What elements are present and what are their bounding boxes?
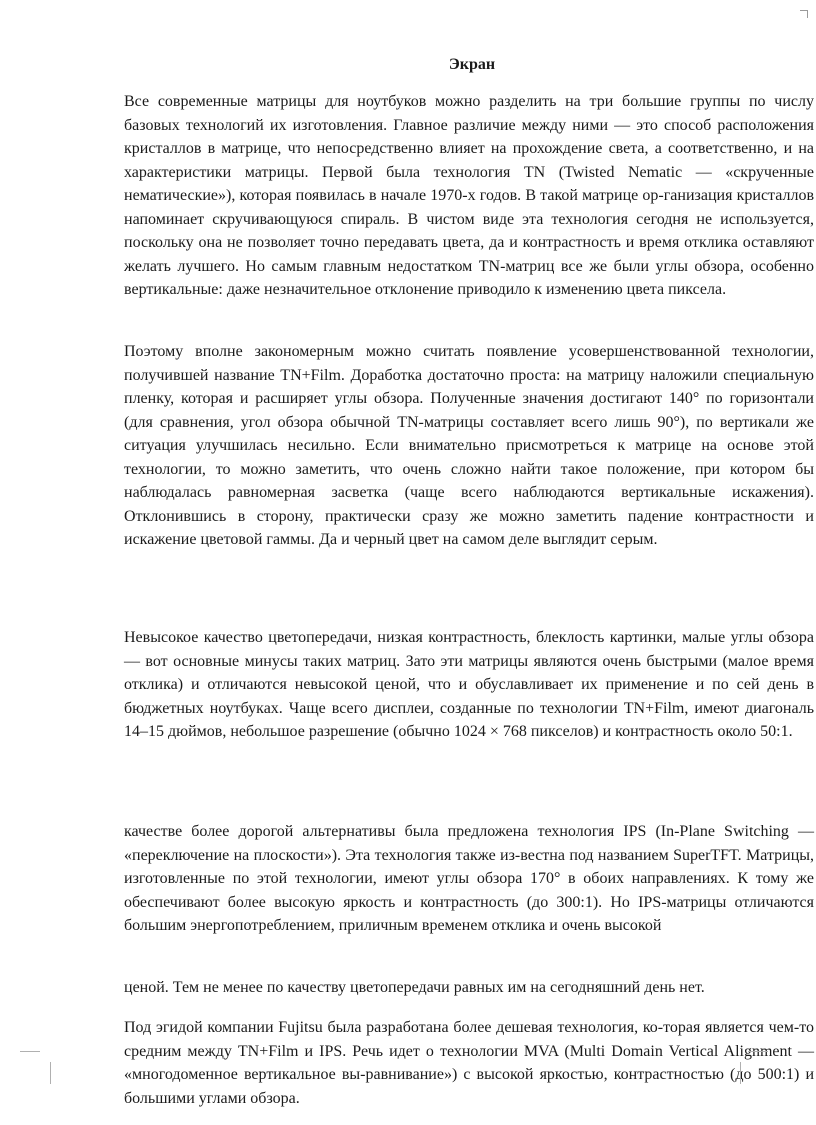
- paragraph-mva-technology: Под эгидой компании Fujitsu была разработана более дешевая технология, ко-торая является чем-то средним между TN+Film и IPS. Речь идет о технологии MVA (Multi Domain Vertical Alignment — «многодоменное вертикальное вы-равнивание») с высокой яркостью, контрастностью (до 500:1) и большими углами обзора.: [124, 1019, 814, 1107]
- paragraph-tn-film-drawbacks: Невысокое качество цветопередачи, низкая контрастность, блеклость картинки, малые углы обзора — вот основные минусы таких матриц. Зато эти матрицы являются очень быстрыми (малое время отклика) и отличаются невысокой ценой, что и обуславливает их применение и по сей день в бюджетных ноутбуках. Чаще всего дисплеи, созданные по технологии TN+Film, имеют диагональ 14–15 дюймов, небольшое разрешение (обычно 1024 × 768 пикселов) и контрастность около 50:1.: [124, 629, 814, 740]
- page-break-mark-left-vertical: [50, 1062, 51, 1084]
- page-corner-mark: [800, 10, 808, 18]
- paragraph-tn-technology: Все современные матрицы для ноутбуков можно разделить на три большие группы по числу базовых технологий их изготовления. Главное различие между ними — это способ расположения кристаллов в матрице, что непосредственно влияет на прохождение света, а соответственно, и на характеристики матрицы. Первой была технология TN (Twisted Nematic — «скрученные нематические»), которая появилась в начале 1970-х годов. В такой матрице ор-ганизация кристаллов напоминает скручивающуюся спираль. В чистом виде эта технология сегодня не используется, поскольку она не позволяет точно передавать цвета, да и контрастность и время отклика оставляют желать лучшего. Но самым главным недостатком TN-матриц все же были углы обзора, особенно вертикальные: даже незначительное отклонение приводило к изменению цвета пиксела.: [124, 93, 814, 298]
- paragraph-ips-technology: качестве более дорогой альтернативы была предложена технология IPS (In-Plane Switching — «переключение на плоскости»). Эта технология также из-вестна под названием SuperTFT. Матрицы, изготовленные по этой технологии, имеют углы обзора 170° в обоих направлениях. К тому же обеспечивают более высокую яркость и контрастность (до 300:1). Но IPS-матрицы отличаются большим энергопотреблением, приличным временем отклика и очень высокой: [124, 823, 814, 934]
- paragraph-ips-price: ценой. Тем не менее по качеству цветопередачи равных им на сегодняшний день нет.: [124, 979, 705, 996]
- paragraph-tn-film: Поэтому вполне закономерным можно считать появление усовершенствованной технологии, получившей название TN+Film. Доработка достаточно проста: на матрицу наложили специальную пленку, которая и расширяет углы обзора. Полученные значения достигают 140° по горизонтали (для сравнения, угол обзора обычной TN-матрицы составляет всего лишь 90°), по вертикали же ситуация улучшилась несильно. Если внимательно присмотреться к матрице на основе этой технологии, то можно заметить, что очень сложно найти такое положение, при котором бы наблюдалась равномерная засветка (чаще всего наблюдаются вертикальные искажения). Отклонившись в сторону, практически сразу же можно заметить падение контрастности и искажение цветовой гаммы. Да и черный цвет на самом деле выглядит серым.: [124, 343, 814, 548]
- page-break-mark-right-vertical: [740, 1062, 741, 1084]
- page-break-mark-left: [20, 1051, 40, 1052]
- page-break-mark-right: [748, 1051, 768, 1052]
- page-title: Экран: [448, 56, 496, 73]
